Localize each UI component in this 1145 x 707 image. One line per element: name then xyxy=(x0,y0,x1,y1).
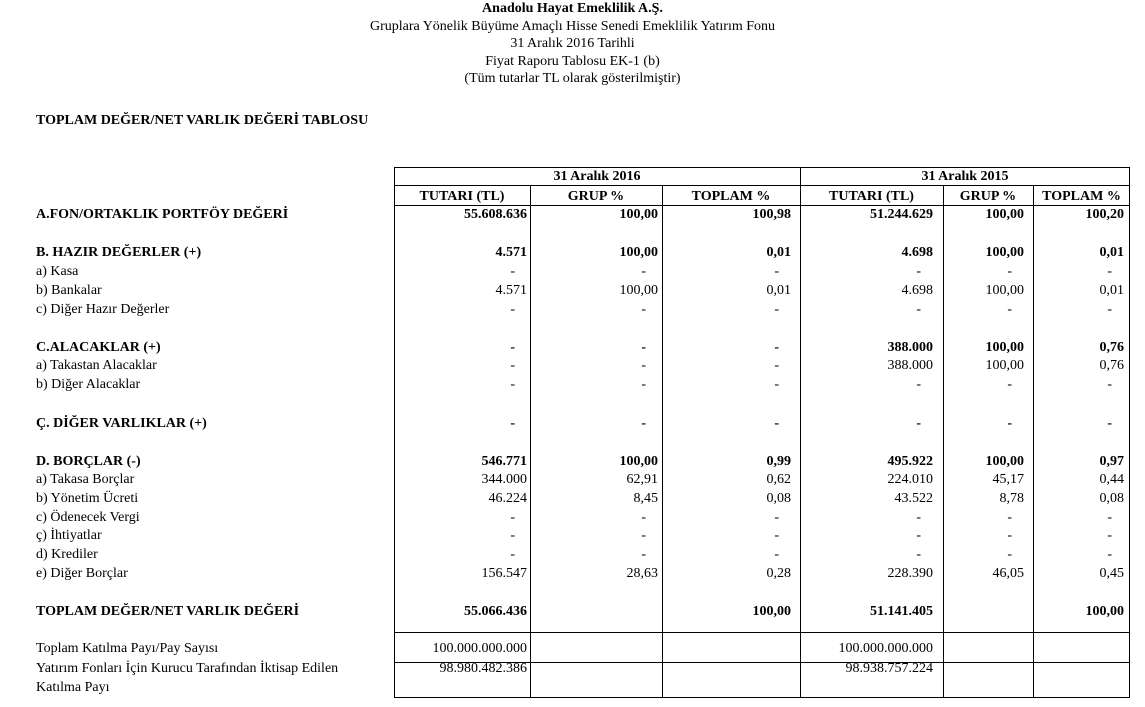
table-cell: 43.522 xyxy=(894,491,933,506)
row-label: C.ALACAKLAR (+) xyxy=(36,340,161,355)
table-cell: 0,44 xyxy=(1099,472,1124,487)
table-cell: 100,00 xyxy=(985,283,1024,298)
table-cell: 224.010 xyxy=(887,472,933,487)
table-cell: 4.698 xyxy=(901,245,933,260)
table-cell: - xyxy=(1107,510,1112,525)
table-cell: - xyxy=(916,302,921,317)
row-label: B. HAZIR DEĞERLER (+) xyxy=(36,245,202,260)
table-cell: - xyxy=(774,358,779,373)
table-cell: 45,17 xyxy=(992,472,1024,487)
table-cell: 0,76 xyxy=(1099,340,1124,355)
table-cell: 100,00 xyxy=(619,454,658,469)
table-cell: - xyxy=(641,510,646,525)
period-header-2016: 31 Aralık 2016 xyxy=(553,169,641,184)
table-cell: - xyxy=(916,528,921,543)
table-cell: 0,01 xyxy=(766,283,791,298)
table-cell: 100,00 xyxy=(1085,604,1124,619)
table-cell: 100,98 xyxy=(752,207,791,222)
table-cell: - xyxy=(510,547,515,562)
table-cell: 4.571 xyxy=(495,245,527,260)
table-cell: - xyxy=(1007,510,1012,525)
currency-note: (Tüm tutarlar TL olarak gösterilmiştir) xyxy=(464,71,681,86)
table-cell: 0,62 xyxy=(766,472,791,487)
row-label: a) Takastan Alacaklar xyxy=(36,358,157,373)
period-header-2015: 31 Aralık 2015 xyxy=(921,169,1009,184)
table-cell: - xyxy=(1107,547,1112,562)
column-header: GRUP % xyxy=(567,189,625,204)
table-cell: 8,45 xyxy=(633,491,658,506)
table-cell: 98.938.757.224 xyxy=(845,661,933,676)
row-label: Ç. DİĞER VARLIKLAR (+) xyxy=(36,416,207,431)
column-header: TOPLAM % xyxy=(1042,189,1121,204)
table-cell: - xyxy=(1107,528,1112,543)
row-label: Katılma Payı xyxy=(36,680,110,695)
table-cell: 0,28 xyxy=(766,566,791,581)
column-header: TUTARI (TL) xyxy=(419,189,505,204)
row-label: d) Krediler xyxy=(36,547,98,562)
table-cell: - xyxy=(510,528,515,543)
table-cell: - xyxy=(641,416,646,431)
row-label: Toplam Katılma Payı/Pay Sayısı xyxy=(36,641,219,656)
table-cell: - xyxy=(510,358,515,373)
table-cell: - xyxy=(774,528,779,543)
column-header: GRUP % xyxy=(959,189,1017,204)
row-label: TOPLAM DEĞER/NET VARLIK DEĞERİ xyxy=(36,604,300,619)
table-cell: 100,00 xyxy=(752,604,791,619)
table-cell: - xyxy=(641,302,646,317)
table-cell: 100,00 xyxy=(985,454,1024,469)
table-cell: 46,05 xyxy=(992,566,1024,581)
row-label: b) Diğer Alacaklar xyxy=(36,377,141,392)
fund-name: Gruplara Yönelik Büyüme Amaçlı Hisse Senedi Emeklilik Yatırım Fonu xyxy=(369,18,776,34)
table-cell: - xyxy=(510,340,515,355)
row-label: a) Kasa xyxy=(36,264,79,279)
table-cell: - xyxy=(1007,264,1012,279)
table-cell: - xyxy=(510,302,515,317)
table-cell: - xyxy=(1007,302,1012,317)
table-cell: 55.608.636 xyxy=(464,207,527,222)
row-label: b) Yönetim Ücreti xyxy=(36,491,139,506)
table-cell: 388.000 xyxy=(887,358,933,373)
table-cell: 8,78 xyxy=(999,491,1024,506)
table-cell: 100,00 xyxy=(619,283,658,298)
table-cell: - xyxy=(916,377,921,392)
row-label: D. BORÇLAR (-) xyxy=(36,454,141,469)
table-cell: 495.922 xyxy=(887,454,933,469)
table-cell: 0,76 xyxy=(1099,358,1124,373)
table-cell: 0,99 xyxy=(766,454,791,469)
company-name: Anadolu Hayat Emeklilik A.Ş. xyxy=(482,1,663,16)
row-label: b) Bankalar xyxy=(36,283,102,298)
table-cell: 0,01 xyxy=(1099,283,1124,298)
table-cell: - xyxy=(510,416,515,431)
table-cell: - xyxy=(916,547,921,562)
table-cell: - xyxy=(641,377,646,392)
table-cell: - xyxy=(774,416,779,431)
table-cell: 51.244.629 xyxy=(870,207,933,222)
table-cell: 4.571 xyxy=(495,283,527,298)
table-cell: - xyxy=(641,264,646,279)
row-label: a) Takasa Borçlar xyxy=(36,472,135,487)
table-cell: - xyxy=(1007,547,1012,562)
table-cell: 100,00 xyxy=(985,340,1024,355)
column-header: TUTARI (TL) xyxy=(829,189,914,204)
table-cell: - xyxy=(641,358,646,373)
row-label: ç) İhtiyatlar xyxy=(36,528,102,543)
table-cell: - xyxy=(774,510,779,525)
table-cell: - xyxy=(1107,377,1112,392)
table-cell: 100,00 xyxy=(985,358,1024,373)
table-cell: - xyxy=(916,264,921,279)
table-cell: 344.000 xyxy=(481,472,527,487)
table-cell: - xyxy=(510,377,515,392)
section-title: TOPLAM DEĞER/NET VARLIK DEĞERİ TABLOSU xyxy=(36,113,369,128)
table-cell: 98.980.482.386 xyxy=(439,661,527,676)
table-cell: 100,00 xyxy=(619,207,658,222)
table-cell: - xyxy=(774,547,779,562)
table-cell: 55.066.436 xyxy=(464,604,527,619)
table-cell: 62,91 xyxy=(626,472,658,487)
table-cell: 28,63 xyxy=(626,566,658,581)
table-cell: 100.000.000.000 xyxy=(838,641,933,656)
table-cell: - xyxy=(1107,416,1112,431)
table-cell: 156.547 xyxy=(481,566,527,581)
table-cell: 0,45 xyxy=(1099,566,1124,581)
table-cell: - xyxy=(641,547,646,562)
table-cell: 0,08 xyxy=(1099,491,1124,506)
table-cell: - xyxy=(774,377,779,392)
row-label: A.FON/ORTAKLIK PORTFÖY DEĞERİ xyxy=(36,207,289,222)
table-cell: 0,01 xyxy=(1099,245,1124,260)
table-cell: - xyxy=(916,416,921,431)
table-cell: 0,97 xyxy=(1099,454,1124,469)
table-cell: 388.000 xyxy=(887,340,933,355)
row-label: c) Diğer Hazır Değerler xyxy=(36,302,170,317)
table-cell: - xyxy=(916,510,921,525)
table-cell: 100.000.000.000 xyxy=(432,641,527,656)
table-cell: - xyxy=(1107,302,1112,317)
table-cell: 46.224 xyxy=(488,491,527,506)
table-cell: - xyxy=(1007,377,1012,392)
table-cell: 100,00 xyxy=(985,245,1024,260)
divider xyxy=(394,632,1130,633)
table-cell: - xyxy=(774,340,779,355)
table-cell: 100,20 xyxy=(1085,207,1124,222)
table-cell: - xyxy=(1007,416,1012,431)
table-cell: - xyxy=(1007,528,1012,543)
table-cell: 51.141.405 xyxy=(870,604,933,619)
divider xyxy=(394,185,1130,186)
report-date: 31 Aralık 2016 Tarihli xyxy=(510,36,635,51)
column-header: TOPLAM % xyxy=(691,189,771,204)
table-cell: - xyxy=(1107,264,1112,279)
report-header xyxy=(0,0,1145,88)
row-label: c) Ödenecek Vergi xyxy=(36,510,140,525)
table-cell: - xyxy=(774,264,779,279)
table-cell: - xyxy=(641,528,646,543)
table-cell: 0,08 xyxy=(766,491,791,506)
table-cell: 546.771 xyxy=(481,454,527,469)
report-name: Fiyat Raporu Tablosu EK-1 (b) xyxy=(485,53,660,69)
table-cell: 100,00 xyxy=(619,245,658,260)
table-cell: 228.390 xyxy=(887,566,933,581)
table-cell: 100,00 xyxy=(985,207,1024,222)
row-label: e) Diğer Borçlar xyxy=(36,566,128,581)
table-cell: - xyxy=(641,340,646,355)
row-label: Yatırım Fonları İçin Kurucu Tarafından İktisap Edilen xyxy=(36,661,339,676)
table-cell: - xyxy=(510,510,515,525)
table-cell: - xyxy=(774,302,779,317)
table-cell: - xyxy=(510,264,515,279)
table-cell: 0,01 xyxy=(766,245,791,260)
table-cell: 4.698 xyxy=(901,283,933,298)
